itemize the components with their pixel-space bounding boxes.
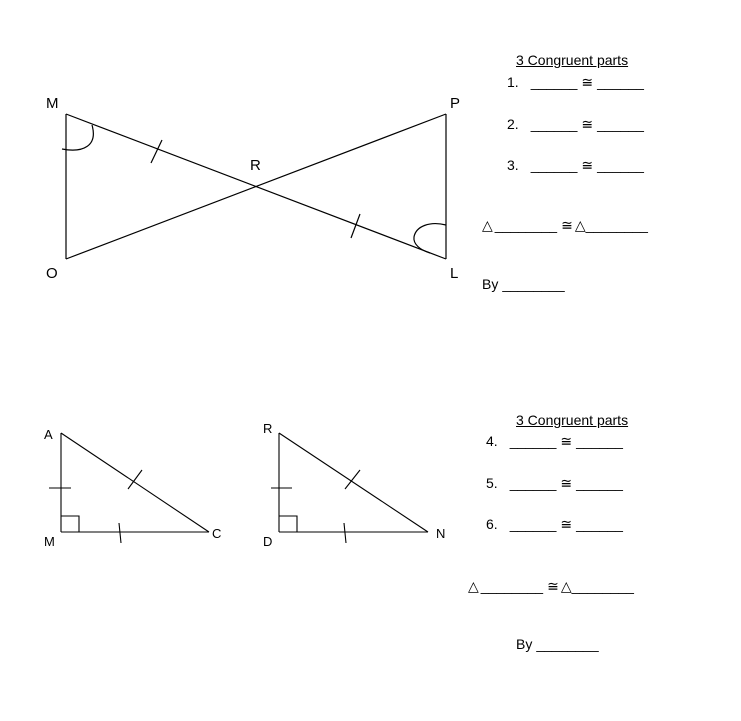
tick-mark-mr [151, 140, 162, 163]
section1-by-line [482, 276, 565, 292]
answer-blank[interactable]: ______ [509, 433, 557, 449]
triangle-symbol: △ [482, 217, 493, 233]
item-number: 2. [507, 116, 519, 132]
triangle-name-blank[interactable]: ________ [480, 578, 544, 594]
section2-item-4 [486, 433, 623, 449]
congruent-symbol: ≅ [560, 475, 573, 491]
section1-triangle-statement [482, 217, 648, 233]
section1-heading: 3 Congruent parts [516, 52, 629, 68]
answer-blank[interactable]: ______ [597, 116, 644, 132]
section2-by-line [516, 636, 599, 652]
answer-blank[interactable]: ______ [597, 157, 644, 173]
vertex-label-m: M [46, 95, 59, 112]
vertex-label-r: R [250, 157, 261, 174]
tick-mark-dn [344, 523, 346, 543]
by-label: By [516, 636, 533, 652]
congruent-symbol: ≅ [547, 578, 559, 594]
vertex-label-p: P [450, 95, 461, 112]
section2-item-6 [486, 516, 623, 532]
answer-blank[interactable]: ______ [530, 74, 578, 90]
tick-mark-rn [345, 470, 360, 489]
section1-item-3 [507, 157, 644, 173]
reason-blank[interactable]: ________ [536, 636, 599, 652]
answer-blank[interactable]: ______ [576, 516, 623, 532]
triangle-name-blank[interactable]: ________ [571, 578, 634, 594]
section2-item-5 [486, 475, 623, 491]
angle-mark-m [62, 125, 93, 150]
congruent-symbol: ≅ [581, 74, 594, 90]
section1-item-2 [507, 116, 644, 132]
vertex-label-m2: M [44, 534, 55, 549]
triangle-symbol: △ [560, 578, 572, 594]
bowtie-figure [62, 114, 446, 259]
congruent-symbol: ≅ [560, 516, 573, 532]
congruent-symbol: ≅ [581, 157, 594, 173]
section1-item-1 [507, 74, 644, 90]
vertex-label-n: N [436, 526, 446, 541]
section2-heading: 3 Congruent parts [516, 412, 629, 428]
tick-mark-mc [119, 523, 121, 543]
vertex-label-a: A [44, 427, 53, 442]
segment-rn [279, 433, 428, 532]
reason-blank[interactable]: ________ [502, 276, 565, 292]
by-label: By [482, 276, 499, 292]
answer-blank[interactable]: ______ [509, 516, 557, 532]
right-angle-mark-m [61, 516, 79, 532]
vertex-label-d: D [263, 534, 273, 549]
vertex-label-o: O [46, 265, 58, 282]
congruent-symbol: ≅ [560, 433, 573, 449]
triangle-amc [49, 433, 209, 543]
answer-blank[interactable]: ______ [597, 74, 644, 90]
item-number: 6. [486, 516, 498, 532]
item-number: 4. [486, 433, 498, 449]
answer-blank[interactable]: ______ [509, 475, 557, 491]
vertex-label-r2: R [263, 421, 273, 436]
item-number: 5. [486, 475, 498, 491]
triangle-symbol: △ [574, 217, 586, 233]
item-number: 3. [507, 157, 519, 173]
vertex-label-l: L [450, 265, 459, 282]
triangle-name-blank[interactable]: ________ [585, 217, 648, 233]
triangle-symbol: △ [468, 578, 479, 594]
triangle-rdn [271, 433, 428, 543]
segment-ac [61, 433, 209, 532]
section2-triangle-statement [468, 578, 634, 594]
answer-blank[interactable]: ______ [576, 433, 623, 449]
answer-blank[interactable]: ______ [530, 116, 578, 132]
congruent-symbol: ≅ [581, 116, 594, 132]
triangle-name-blank[interactable]: ________ [494, 217, 558, 233]
congruent-symbol: ≅ [561, 217, 573, 233]
answer-blank[interactable]: ______ [530, 157, 578, 173]
item-number: 1. [507, 74, 519, 90]
answer-blank[interactable]: ______ [576, 475, 623, 491]
right-angle-mark-d [279, 516, 297, 532]
vertex-label-c: C [212, 526, 222, 541]
